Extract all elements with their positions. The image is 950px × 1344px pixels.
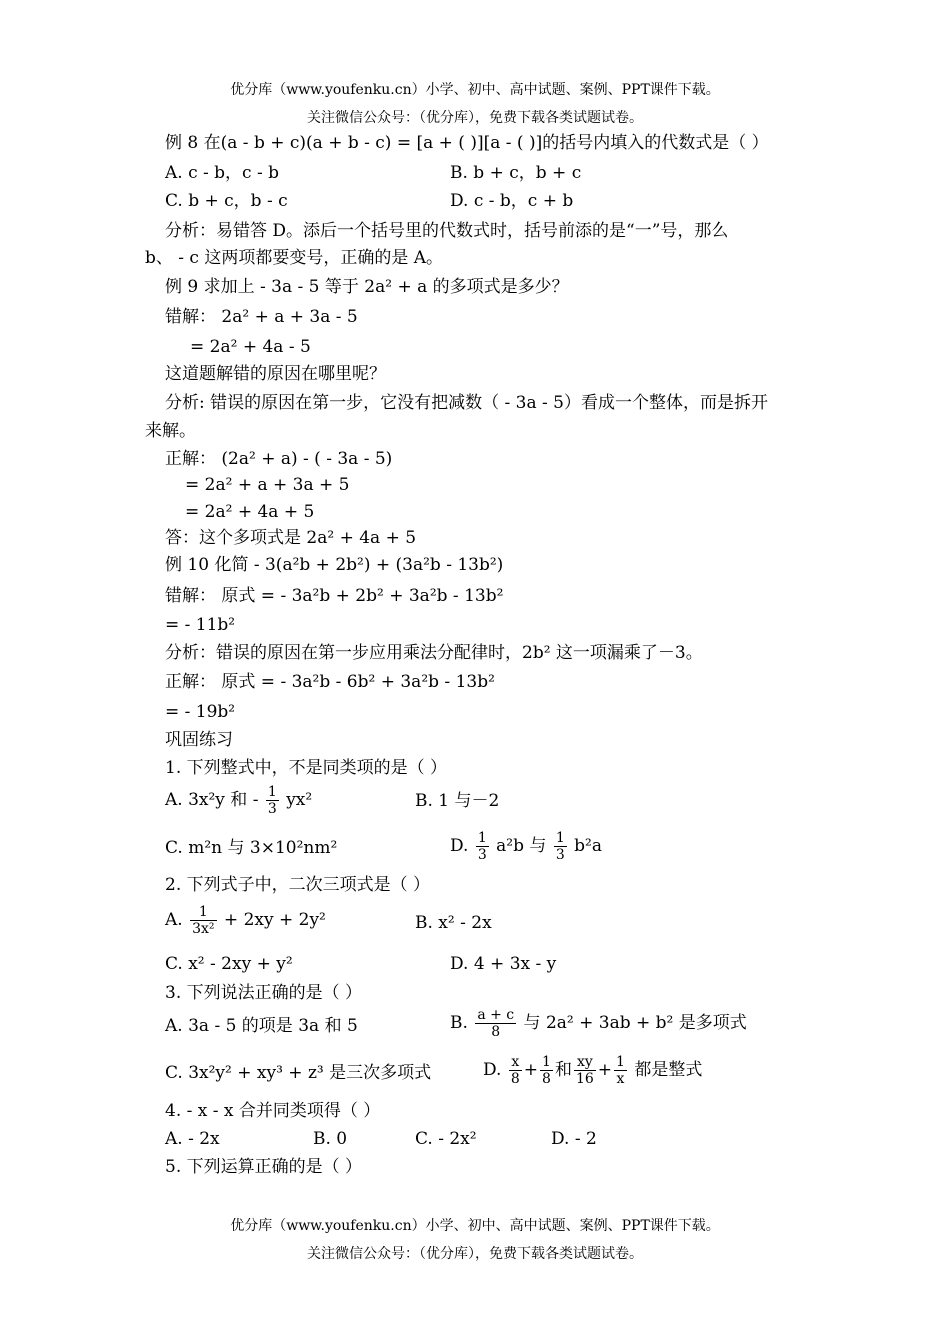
header-line-2: 关注微信公众号：（优分库），免费下载各类试题试卷。 [307,110,643,126]
q3-option-d [483,1052,702,1088]
q1-d-denominator-1: 3 [477,847,487,863]
ex8-analysis-2: b、 - c 这两项都要变号，正确的是 A。 [145,248,444,268]
practice-title: 巩固练习 [165,730,233,750]
q3-b-denominator: 8 [491,1024,501,1040]
q1-option-d [450,828,602,864]
q3-d-and: 和 [554,1060,572,1080]
q2-option-d: D. 4 + 3x - y [450,954,557,974]
ex9-question: 例 9 求加上 - 3a - 5 等于 2a² + a 的多项式是多少？ [165,277,569,297]
q3-d-fraction-2 [540,1054,553,1087]
q1-a-numerator: 1 [267,784,277,800]
q1-d-fraction-2 [554,830,567,863]
q3-d-denominator-1: 8 [510,1071,520,1087]
ex9-why: 这道题解错的原因在哪里呢？ [165,364,386,384]
q1-option-b: B. 1 与－2 [415,791,500,811]
q1-option-a [165,782,312,818]
q2-a-fraction [190,904,216,937]
header-line-1: 优分库（www.youfenku.cn）小学、初中、高中试题、案例、PPT课件下载。 [230,82,720,98]
q1-d-fraction-1 [476,830,489,863]
footer-line-1: 优分库（www.youfenku.cn）小学、初中、高中试题、案例、PPT课件下载。 [230,1218,720,1234]
q1-d-prefix: D. [450,836,469,856]
q3-d-denominator-2: 8 [542,1071,551,1087]
q3-d-denominator-4: x [616,1071,625,1087]
ex10-question: 例 10 化简 - 3(a²b + 2b²) + (3a²b - 13b²) [165,555,504,575]
footer-line-2: 关注微信公众号：（优分库），免费下载各类试题试卷。 [307,1246,643,1262]
q1-d-denominator-2: 3 [555,847,565,863]
ex8-option-a: A. c - b，c - b [165,163,279,183]
q3-d-denominator-3: 16 [575,1071,594,1087]
q3-d-suffix: 都是整式 [634,1060,703,1080]
q3-d-fraction-1 [509,1054,522,1087]
ex8-option-c: C. b + c，b - c [165,191,288,211]
q3-d-fraction-4 [614,1054,627,1087]
q3-b-suffix: 与 2a² + 3ab + b² 是多项式 [523,1013,747,1033]
q3-d-numerator-4: 1 [616,1054,625,1070]
q3-b-prefix: B. [450,1013,468,1033]
ex10-right-1: 正解： 原式 = - 3a²b - 6b² + 3a²b - 13b² [165,672,495,692]
ex8-option-d: D. c - b，c + b [450,191,574,211]
q2-option-b: B. x² - 2x [415,913,492,933]
q1-d-numerator-2: 1 [555,830,565,846]
q2-a-denominator: 3x² [192,921,215,937]
ex10-wrong-2: = - 11b² [165,615,236,635]
q4-option-a: A. - 2x [165,1129,220,1149]
ex9-analysis-1: 分析: 错误的原因在第一步，它没有把减数（ - 3a - 5）看成一个整体，而是拆开 [165,393,769,413]
q1-stem: 1. 下列整式中，不是同类项的是（ ） [165,758,448,778]
q3-d-numerator-1: x [509,1054,522,1071]
q2-a-numerator: 1 [190,904,216,921]
q4-stem: 4. - x - x 合并同类项得（ ） [165,1101,381,1121]
q1-d-numerator-1: 1 [477,830,487,846]
q3-d-fraction-3 [574,1054,596,1087]
q3-d-numerator-3: xy [574,1054,596,1071]
q3-option-c: C. 3x²y² + xy³ + z³ 是三次多项式 [165,1063,432,1083]
q1-d-middle: a²b 与 [496,836,547,856]
q3-b-fraction [475,1007,516,1040]
q4-option-d: D. - 2 [551,1129,597,1149]
ex9-analysis-2: 来解。 [145,421,196,441]
q2-stem: 2. 下列式子中，二次三项式是（ ） [165,875,431,895]
ex8-question: 例 8 在(a - b + c)(a + b - c) = [a + ( )][a - ( )]的括号内填入的代数式是（ ） [165,133,769,153]
q4-option-b: B. 0 [313,1129,348,1149]
ex9-wrong-1: 错解： 2a² + a + 3a - 5 [165,307,358,327]
q1-d-suffix: b²a [574,836,602,856]
q3-option-b [450,1005,747,1041]
q4-option-c: C. - 2x² [415,1129,477,1149]
q1-option-c: C. m²n 与 3×10²nm² [165,838,338,858]
ex8-option-b: B. b + c，b + c [450,163,582,183]
q5-stem: 5. 下列运算正确的是（ ） [165,1157,363,1177]
q2-option-c: C. x² - 2xy + y² [165,954,293,974]
ex10-analysis: 分析：错误的原因在第一步应用乘法分配律时，2b² 这一项漏乘了－3。 [165,643,703,663]
ex10-right-2: = - 19b² [165,702,236,722]
ex8-analysis-1: 分析：易错答 D。添后一个括号里的代数式时，括号前添的是“一”号，那么 [165,221,729,241]
q1-a-prefix: A. 3x²y 和 - [165,790,259,810]
q3-option-a: A. 3a - 5 的项是 3a 和 5 [165,1016,358,1036]
ex9-answer: 答：这个多项式是 2a² + 4a + 5 [165,528,417,548]
q3-d-prefix: D. [483,1060,502,1080]
q3-d-plus-1: + [523,1060,539,1080]
ex9-right-1: 正解： (2a² + a) - ( - 3a - 5) [165,449,393,469]
q1-a-fraction [266,784,279,817]
ex9-right-2: = 2a² + a + 3a + 5 [185,475,350,495]
q2-a-prefix: A. [165,910,183,930]
ex9-right-3: = 2a² + 4a + 5 [185,502,315,522]
ex10-wrong-1: 错解： 原式 = - 3a²b + 2b² + 3a²b - 13b² [165,586,504,606]
q3-b-numerator: a + c [477,1007,515,1023]
q1-a-suffix: yx² [286,790,313,810]
q1-a-denominator: 3 [267,801,277,817]
q3-stem: 3. 下列说法正确的是（ ） [165,983,363,1003]
ex9-wrong-2: = 2a² + 4a - 5 [190,337,311,357]
q3-d-plus-2: + [597,1060,613,1080]
q2-option-a [165,902,326,938]
q3-d-numerator-2: 1 [542,1054,551,1070]
q2-a-suffix: + 2xy + 2y² [223,910,326,930]
